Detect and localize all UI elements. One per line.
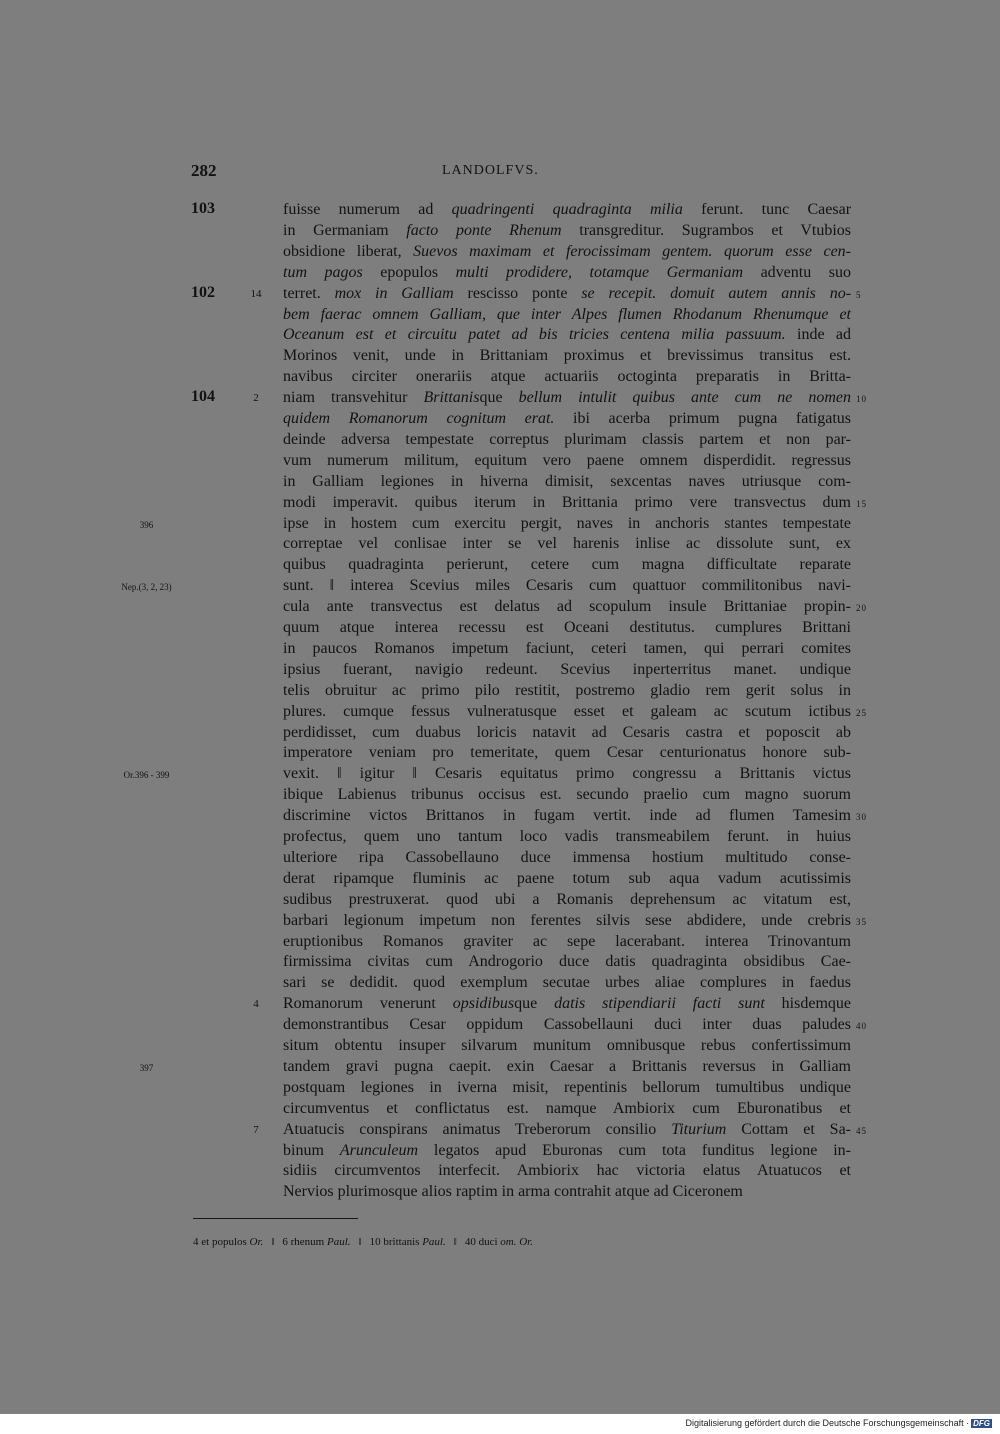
text-segment: modi imperavit. quibus iterum in Brittania primo vere transvectus dum bbox=[283, 493, 851, 511]
text-line bbox=[283, 367, 851, 388]
text-line bbox=[283, 514, 851, 535]
text-segment: se recepit. domuit autem annis no- bbox=[581, 284, 852, 302]
text-line bbox=[283, 1120, 851, 1141]
text-segment: terret. bbox=[283, 284, 335, 302]
text-line bbox=[283, 221, 851, 242]
line-number: 25 bbox=[856, 707, 867, 718]
text-segment: obsidione liberat, bbox=[283, 242, 414, 260]
text-segment: opsidibus bbox=[452, 995, 515, 1013]
text-line bbox=[283, 1161, 851, 1182]
footnote bbox=[282, 1236, 350, 1248]
text-line bbox=[283, 1141, 851, 1162]
text-segment: sidiis circumventos interfecit. Ambiorix hac victoria elatus Atuatucos et bbox=[283, 1162, 851, 1180]
text-line bbox=[283, 430, 851, 451]
text-segment: ipsius fuerant, navigio redeunt. Scevius inperterritus manet. undique bbox=[283, 660, 851, 678]
text-segment: telis obruitur ac primo pilo restitit, postremo gladio rem gerit solus in bbox=[283, 681, 851, 699]
text-line bbox=[283, 305, 851, 326]
text-line bbox=[283, 702, 851, 723]
text-segment: vum numerum militum, equitum vero paene omnem disperdidit. regressus bbox=[283, 451, 851, 469]
text-line bbox=[283, 1182, 851, 1203]
dfg-logo: DFG bbox=[973, 1419, 990, 1428]
text-segment: Paul. bbox=[422, 1236, 446, 1248]
text-segment: sunt. ‖ interea Scevius miles Cesaris cum quattuor commilitonibus navi- bbox=[283, 577, 851, 595]
source-reference: Or.396 - 399 bbox=[123, 770, 170, 781]
apparatus-notes bbox=[193, 1236, 533, 1248]
text-segment: ibique Labienus tribunus occisus est. secundo praelio cum magno suorum bbox=[283, 786, 851, 804]
text-segment: in paucos Romanos impetum faciunt, ceteri tamen, qui perrari comites bbox=[283, 639, 851, 657]
text-line bbox=[283, 806, 851, 827]
footnote-rule bbox=[193, 1218, 358, 1219]
footnote bbox=[193, 1236, 263, 1248]
text-segment: navibus circiter onerariis atque actuariis octoginta preparatis in Britta- bbox=[283, 368, 851, 386]
text-line bbox=[283, 1099, 851, 1120]
text-line bbox=[283, 827, 851, 848]
text-segment: Titurium bbox=[671, 1120, 727, 1138]
text-segment: in Galliam legiones in hiverna dimisit, sexcentas naves utriusque com- bbox=[283, 472, 851, 490]
text-segment: vexit. ‖ igitur ‖ Cesaris equitatus primo congressu a Brittanis victus bbox=[283, 765, 851, 783]
text-segment: quibus quadraginta perierunt, cetere cum magna difficultate reparate bbox=[283, 556, 851, 574]
text-segment: Or. bbox=[249, 1236, 264, 1248]
text-segment: fuisse numerum ad bbox=[283, 201, 452, 218]
note-separator: ‖ bbox=[358, 1236, 362, 1248]
text-segment: transgreditur. Sugrambos et Vtubios bbox=[561, 221, 852, 239]
line-number: 30 bbox=[856, 812, 867, 823]
text-segment: profectus, quem uno tantum loco vadis transmeabilem ferunt. in huius bbox=[283, 828, 851, 845]
text-line bbox=[283, 973, 851, 994]
text-line bbox=[283, 1078, 851, 1099]
text-segment: adventu suo bbox=[743, 263, 851, 281]
text-segment: derat ripamque fluminis ac paene totum sub aqua vadum acutissimis bbox=[283, 869, 851, 887]
text-segment: 10 brittanis bbox=[369, 1236, 423, 1248]
text-line bbox=[283, 346, 851, 367]
note-separator: ‖ bbox=[453, 1236, 457, 1248]
text-segment: cula ante transvectus est delatus ad scopulum insule Brittaniae propin- bbox=[283, 598, 851, 616]
text-line bbox=[283, 451, 851, 472]
text-segment: quum atque interea recessu est Oceani destitutus. cumplures Brittani bbox=[283, 619, 851, 636]
source-reference: 396 bbox=[139, 519, 154, 530]
text-segment: Cottam et Sa- bbox=[726, 1120, 852, 1138]
text-segment: in Germaniam bbox=[283, 221, 407, 239]
text-line bbox=[283, 660, 851, 681]
dfg-footer bbox=[685, 1418, 992, 1428]
line-number: 15 bbox=[856, 498, 867, 509]
text-segment: facto ponte Rhenum bbox=[406, 221, 562, 239]
text-segment: om. Or. bbox=[500, 1236, 533, 1248]
text-segment: imperatore veniam pro temeritate, quem Cesar centurionatus honore sub- bbox=[283, 744, 851, 762]
text-segment: eruptionibus Romanos graviter ac sepe lacerabant. interea Trinovantum bbox=[283, 932, 851, 950]
text-line bbox=[283, 409, 851, 430]
source-mark: 4 bbox=[253, 998, 259, 1011]
text-line bbox=[283, 869, 851, 890]
text-segment: Oceanum est et circuitu patet ad bis tricies centena milia passuum. bbox=[283, 326, 786, 344]
line-number: 45 bbox=[856, 1125, 867, 1136]
source-mark: 14 bbox=[250, 287, 262, 300]
text-line bbox=[283, 200, 851, 221]
text-line bbox=[283, 1057, 851, 1078]
text-segment: firmissima civitas cum Androgorio duce datis quadraginta obsidibus Cae- bbox=[283, 953, 851, 971]
text-segment: postquam legiones in iverna misit, repentinis bellorum tumultibus undique bbox=[283, 1078, 851, 1096]
text-segment: datis stipendiarii facti sunt bbox=[554, 995, 765, 1013]
text-line bbox=[283, 743, 851, 764]
text-line bbox=[283, 848, 851, 869]
margin-year: 102 bbox=[191, 283, 215, 301]
line-number: 10 bbox=[856, 394, 867, 405]
text-line bbox=[283, 639, 851, 660]
text-segment: Romanorum venerunt bbox=[283, 995, 453, 1013]
text-segment: tandem gravi pugna caepit. exin Caesar a Brittanis reversus in Galliam bbox=[283, 1057, 851, 1075]
text-line bbox=[283, 597, 851, 618]
text-line bbox=[283, 932, 851, 953]
text-segment: quadringenti quadraginta milia bbox=[451, 201, 683, 218]
text-segment: barbari legionum impetum non ferentes silvis sese abdidere, unde crebris bbox=[283, 911, 851, 929]
text-segment: demonstrantibus Cesar oppidum Cassobellauni duci inter duas paludes bbox=[283, 1016, 851, 1034]
text-segment: quidem Romanorum cognitum erat. bbox=[283, 410, 555, 427]
text-segment: que bbox=[514, 995, 555, 1013]
text-segment: bellum intulit quibus ante cum ne nomen bbox=[518, 389, 851, 407]
text-segment: Arunculeum bbox=[339, 1141, 419, 1159]
text-line bbox=[283, 284, 851, 305]
note-separator: ‖ bbox=[271, 1236, 275, 1248]
text-segment: perdidisset, cum duabus loricis natavit ad Cesaris castra et poposcit ab bbox=[283, 723, 851, 741]
text-segment: Atuatucis conspirans animatus Treberorum consilio bbox=[283, 1120, 672, 1138]
text-segment: Suevos maximam et ferocissimam gentem. quorum esse cen- bbox=[413, 242, 851, 260]
text-segment: Paul. bbox=[327, 1236, 351, 1248]
text-line bbox=[283, 388, 851, 409]
source-reference: 397 bbox=[139, 1062, 154, 1073]
text-segment: inde ad bbox=[785, 326, 851, 344]
text-segment: tum pagos bbox=[283, 263, 363, 281]
line-number: 5 bbox=[856, 289, 862, 300]
text-segment: sari se dedidit. quod exemplum secutae urbes aliae complures in faedus bbox=[283, 974, 851, 992]
text-line bbox=[283, 890, 851, 911]
text-segment: 6 rhenum bbox=[282, 1236, 327, 1248]
text-segment: ferunt. tunc Caesar bbox=[682, 201, 852, 218]
text-line bbox=[283, 1015, 851, 1036]
text-segment: deinde adversa tempestate correptus plurimam classis partem et non par- bbox=[283, 430, 851, 448]
text-line bbox=[283, 242, 851, 263]
text-segment: ibi acerba primum pugna fatigatus bbox=[554, 410, 852, 427]
text-line bbox=[283, 493, 851, 514]
text-line bbox=[283, 576, 851, 597]
source-reference: Nep.(3, 2, 23) bbox=[121, 582, 172, 593]
text-line bbox=[283, 764, 851, 785]
text-line bbox=[283, 681, 851, 702]
page-number: 282 bbox=[191, 161, 217, 180]
text-segment: plures. cumque fessus vulneratusque esset et galeam ac scutum ictibus bbox=[283, 702, 851, 720]
text-segment: Nervios plurimosque alios raptim in arma contrahit atque ad Ciceronem bbox=[283, 1183, 743, 1201]
text-segment: bem faerac omnem Galliam, que inter Alpes flumen Rhodanum Rhenumque et bbox=[283, 305, 851, 323]
text-line bbox=[283, 1036, 851, 1057]
text-segment: mox in Galliam bbox=[334, 284, 454, 302]
text-segment: multi prodidere, totamque Germaniam bbox=[455, 263, 744, 281]
text-line bbox=[283, 994, 851, 1015]
line-number: 40 bbox=[856, 1021, 867, 1032]
text-segment: binum bbox=[283, 1141, 340, 1159]
text-segment: Morinos venit, unde in Brittaniam proximus et brevissimus transitus est. bbox=[283, 347, 851, 365]
text-line bbox=[283, 263, 851, 284]
text-segment: discrimine victos Brittanos in fugam vertit. inde ad flumen Tamesim bbox=[283, 807, 851, 825]
text-line bbox=[283, 555, 851, 576]
line-number: 20 bbox=[856, 603, 867, 614]
text-line bbox=[283, 618, 851, 639]
text-line bbox=[283, 785, 851, 806]
text-segment: ipse in hostem cum exercitu pergit, naves in anchoris stantes tempestate bbox=[283, 514, 851, 532]
text-line bbox=[283, 952, 851, 973]
text-segment: epopulos bbox=[362, 263, 456, 281]
text-segment: ulteriore ripa Cassobellauno duce immensa hostium multitudo conse- bbox=[283, 848, 851, 866]
text-segment: correptae vel conlisae inter se vel harenis inlise ac dissolute sunt, ex bbox=[283, 535, 851, 553]
text-segment: circumventus et conflictatus est. namque Ambiorix cum Eburonatibus et bbox=[283, 1099, 851, 1117]
footer-text: Digitalisierung gefördert durch die Deutsche Forschungsgemeinschaft · bbox=[685, 1418, 970, 1428]
line-number: 35 bbox=[856, 916, 867, 927]
margin-year: 103 bbox=[191, 200, 215, 217]
text-line bbox=[283, 911, 851, 932]
footnote bbox=[370, 1236, 446, 1248]
text-segment: 40 duci bbox=[464, 1236, 501, 1248]
text-segment: niam transvehitur bbox=[283, 389, 424, 407]
text-line bbox=[283, 325, 851, 346]
text-segment: legatos apud Eburonas cum tota funditus legione in- bbox=[418, 1141, 852, 1159]
text-line bbox=[283, 472, 851, 493]
text-line bbox=[283, 723, 851, 744]
footnote bbox=[465, 1236, 533, 1248]
text-segment: situm obtentu insuper silvarum munitum omnibusque rebus confertissimum bbox=[283, 1037, 851, 1054]
text-segment: que bbox=[479, 389, 519, 407]
text-segment: 4 et populos bbox=[193, 1236, 250, 1248]
text-line bbox=[283, 534, 851, 555]
margin-year: 104 bbox=[191, 388, 215, 406]
source-mark: 7 bbox=[253, 1123, 259, 1136]
text-segment: hisdemque bbox=[764, 995, 851, 1013]
source-mark: 2 bbox=[253, 392, 259, 405]
text-segment: Brittanis bbox=[423, 389, 480, 407]
running-head: LANDOLFVS. bbox=[442, 163, 539, 178]
text-segment: sudibus prestruxerat. quod ubi a Romanis deprehensum ac vitatum est, bbox=[283, 890, 851, 908]
text-segment: rescisso ponte bbox=[453, 284, 582, 302]
